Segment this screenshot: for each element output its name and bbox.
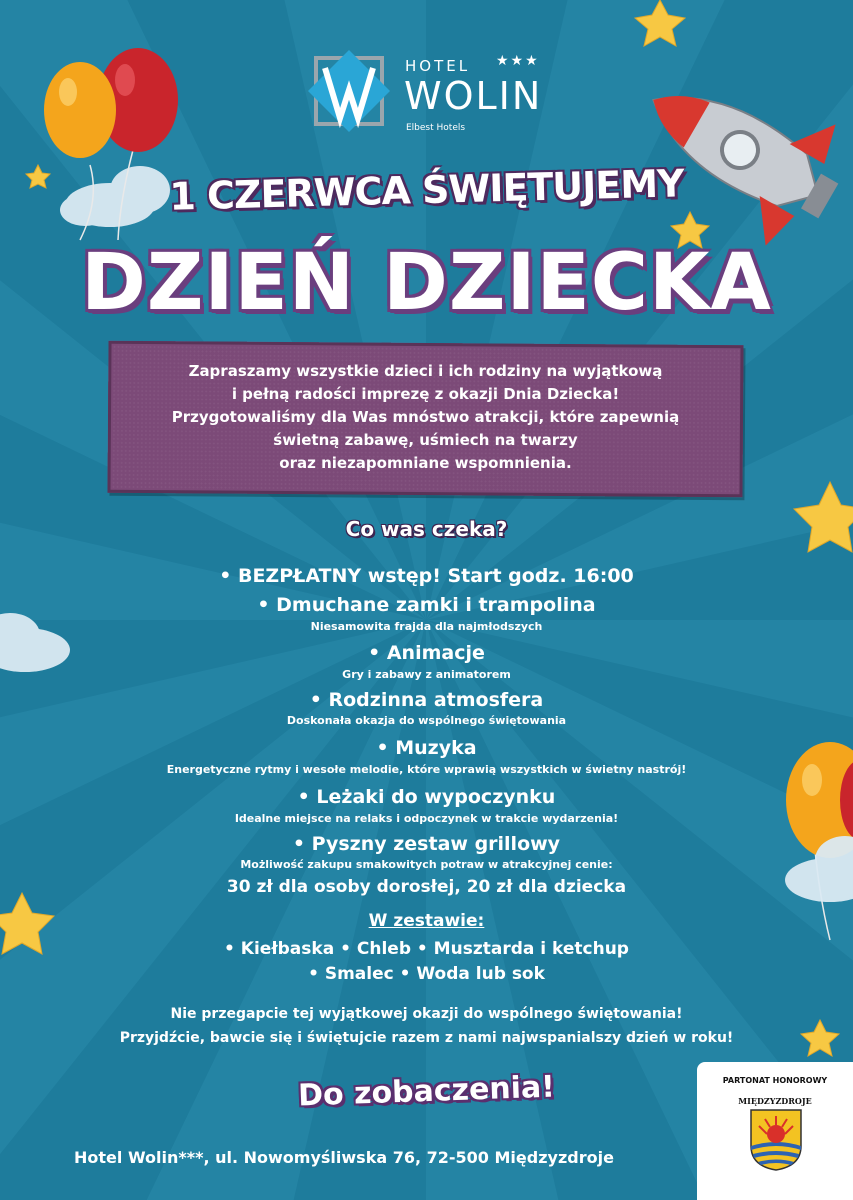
- logo-name: WOLIN: [404, 74, 543, 118]
- section-title: Co was czeka?: [345, 517, 508, 541]
- partner-city: MIĘDZYZDROJE: [738, 1096, 812, 1106]
- headline-date: 1 CZERWCA ŚWIĘTUJEMY: [168, 161, 685, 219]
- partner-badge: [697, 1062, 853, 1200]
- intro-line: świetną zabawę, uśmiech na twarzy: [273, 431, 578, 449]
- item-title: • Animacje: [368, 642, 485, 664]
- logo-subtitle: Elbest Hotels: [406, 123, 466, 133]
- item-title: • Dmuchane zamki i trampolina: [257, 594, 596, 616]
- closing-line: Przyjdźcie, bawcie się i świętujcie razem z nami najwspanialszy dzień w roku!: [119, 1030, 734, 1046]
- hotel-logo-icon: [308, 50, 390, 132]
- item-subtitle: Doskonała okazja do wspólnego świętowania: [286, 714, 567, 727]
- item-title: • Leżaki do wypoczynku: [297, 786, 556, 808]
- intro-text: [108, 360, 743, 475]
- set-line: • Kiełbaska • Chleb • Musztarda i ketchup: [224, 939, 629, 959]
- item-subtitle: Możliwość zakupu smakowitych potraw w atrakcyjnej cenie:: [240, 858, 613, 871]
- address: Hotel Wolin***, ul. Nowomyśliwska 76, 72-500 Międzyzdroje: [74, 1148, 614, 1167]
- item-title: • Pyszny zestaw grillowy: [292, 833, 561, 855]
- rocket-icon: [618, 39, 853, 261]
- item-title: • Rodzinna atmosfera: [309, 689, 544, 711]
- item-title: • BEZPŁATNY wstęp! Start godz. 16:00: [219, 565, 634, 587]
- prices: 30 zł dla osoby dorosłej, 20 zł dla dziecka: [226, 877, 627, 897]
- intro-line: Przygotowaliśmy dla Was mnóstwo atrakcji, które zapewnią: [171, 408, 680, 426]
- item-title: • Muzyka: [376, 737, 477, 759]
- intro-line: Zapraszamy wszystkie dzieci i ich rodziny na wyjątkową: [188, 362, 663, 380]
- farewell: Do zobaczenia!: [297, 1069, 556, 1114]
- item-subtitle: Gry i zabawy z animatorem: [342, 668, 511, 681]
- intro-line: i pełną radości imprezę z okazji Dnia Dziecka!: [231, 385, 620, 403]
- coat-of-arms-icon: [749, 1108, 803, 1172]
- intro-line: oraz niezapomniane wspomnienia.: [279, 454, 572, 472]
- set-line: • Smalec • Woda lub sok: [308, 964, 545, 984]
- item-subtitle: Idealne miejsce na relaks i odpoczynek w trakcie wydarzenia!: [234, 812, 619, 825]
- closing-line: Nie przegapcie tej wyjątkowej okazji do wspólnego świętowania!: [170, 1006, 683, 1022]
- item-subtitle: Energetyczne rytmy i wesołe melodie, które wprawią wszystkich w świetny nastrój!: [166, 763, 687, 776]
- headline-title: DZIEŃ DZIECKA: [81, 238, 772, 328]
- logo-hotel-text: HOTEL: [405, 57, 471, 75]
- logo-stars: ★★★: [496, 53, 540, 69]
- item-subtitle: Niesamowita frajda dla najmłodszych: [310, 620, 543, 633]
- set-title: W zestawie:: [368, 911, 485, 931]
- partner-label: PARTONAT HONOROWY: [722, 1076, 828, 1085]
